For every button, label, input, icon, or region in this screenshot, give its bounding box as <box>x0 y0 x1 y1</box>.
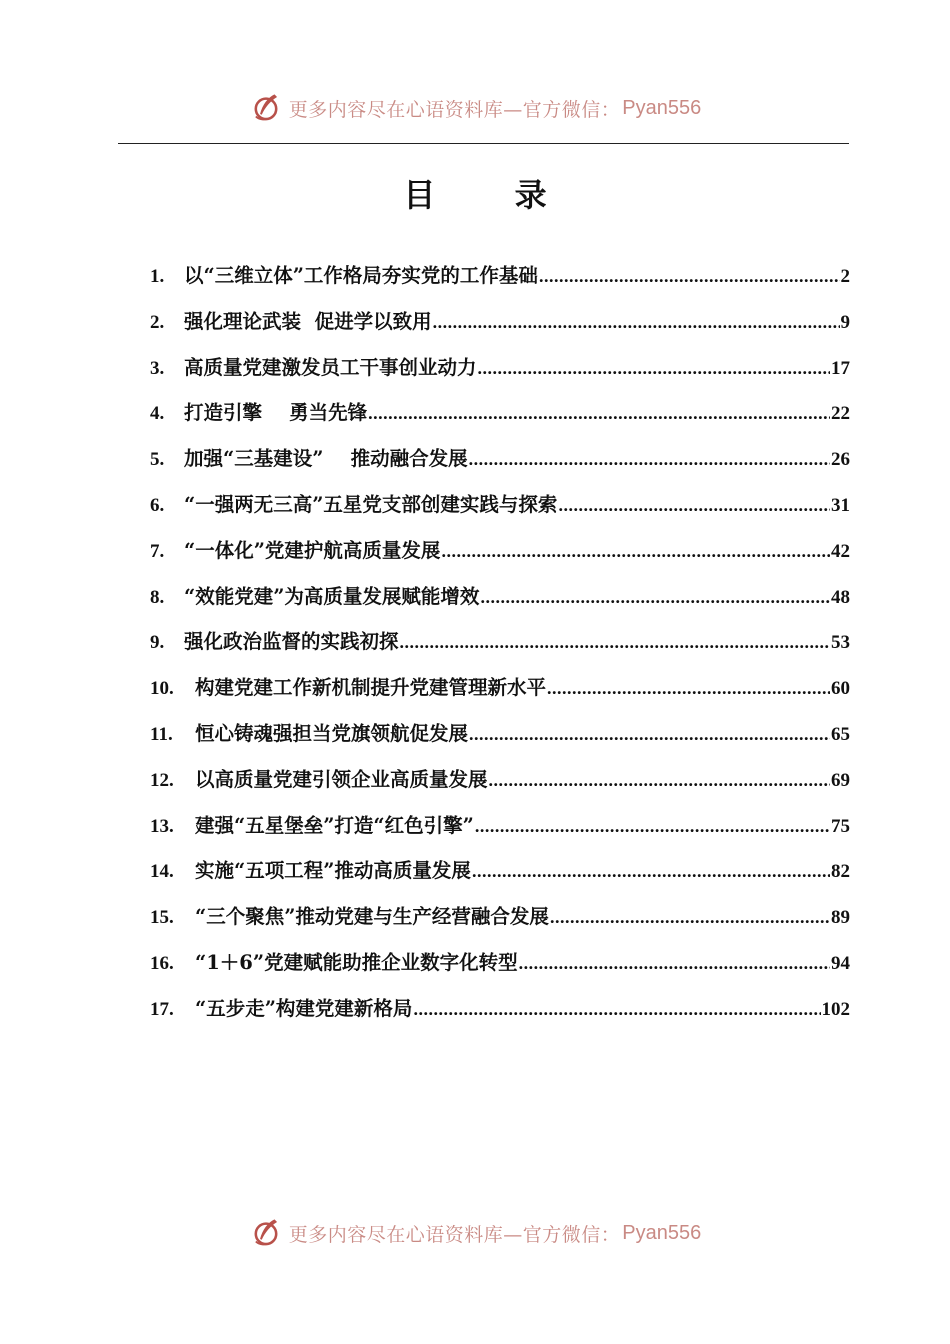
toc-entry-title: 以“三维立体”工作格局夯实党的工作基础 <box>184 264 538 287</box>
toc-entry-number: 6. <box>150 494 165 516</box>
toc-entry-page: 82 <box>831 861 850 883</box>
toc-entry-number: 5. <box>150 449 165 471</box>
toc-leader-dots <box>469 449 830 470</box>
toc-leader-dots <box>475 816 830 837</box>
toc-entry-number: 9. <box>150 632 165 654</box>
toc-entry-page: 31 <box>831 494 850 516</box>
toc-entry[interactable] <box>150 901 850 947</box>
toc-entry-title: 以高质量党建引领企业高质量发展 <box>195 767 488 791</box>
toc-entry-title: “效能党建”为高质量发展赋能增效 <box>184 584 480 608</box>
toc-entry-number: 4. <box>150 403 165 425</box>
toc-entry-title: “一体化”党建护航高质量发展 <box>184 538 441 562</box>
toc-leader-dots <box>368 403 830 424</box>
toc-entry-page: 9 <box>840 311 850 333</box>
toc-leader-dots <box>469 724 830 745</box>
toc-entry-number: 12. <box>150 769 174 791</box>
toc-leader-dots <box>400 632 830 653</box>
toc-leader-dots <box>489 770 830 791</box>
toc-entry-title: “三个聚焦”推动党建与生产经营融合发展 <box>195 905 549 929</box>
toc-entry-page: 17 <box>831 357 850 379</box>
watermark-text: 更多内容尽在心语资料库—官方微信： <box>288 98 621 121</box>
watermark-text: 更多内容尽在心语资料库—官方微信： <box>288 1223 621 1246</box>
toc-entry-number: 10. <box>150 678 174 700</box>
toc-entry-number: 7. <box>150 540 165 562</box>
quill-logo-icon <box>249 1216 283 1250</box>
toc-entry[interactable] <box>150 397 850 443</box>
toc-entry-page: 102 <box>821 998 850 1020</box>
toc-entry-page: 94 <box>831 952 850 974</box>
toc-entry[interactable] <box>150 581 850 627</box>
toc-entry-number: 17. <box>150 998 174 1020</box>
table-of-contents <box>150 260 850 1039</box>
toc-entry-number: 1. <box>150 266 165 287</box>
watermark-wechat-id: Pyan556 <box>622 96 702 119</box>
toc-entry-page: 65 <box>831 723 850 745</box>
toc-leader-dots <box>519 953 830 974</box>
toc-entry-page: 60 <box>831 678 850 700</box>
toc-entry-title: 建强“五星堡垒”打造“红色引擎” <box>195 813 474 837</box>
toc-entry-number: 14. <box>150 861 174 883</box>
toc-entry-page: 2 <box>840 266 850 287</box>
toc-entry-title: “五步走”构建党建新格局 <box>195 996 413 1020</box>
toc-entry-page: 75 <box>831 815 850 837</box>
header-watermark <box>0 88 950 128</box>
toc-entry-title: 恒心铸魂强担当党旗领航促发展 <box>195 721 469 745</box>
toc-entry-page: 89 <box>831 907 850 929</box>
toc-entry-title: 强化政治监督的实践初探 <box>184 630 399 654</box>
toc-entry-page: 26 <box>831 449 850 471</box>
toc-leader-dots <box>539 266 840 287</box>
toc-entry[interactable] <box>150 855 850 901</box>
footer-watermark <box>0 1213 950 1253</box>
toc-entry[interactable] <box>150 260 850 306</box>
toc-entry[interactable] <box>150 306 850 352</box>
toc-entry-page: 48 <box>831 586 850 608</box>
quill-logo-icon <box>249 91 283 125</box>
toc-entry[interactable] <box>150 718 850 764</box>
toc-entry-number: 3. <box>150 357 165 379</box>
toc-leader-dots <box>441 541 830 562</box>
toc-entry-title: “一强两无三高”五星党支部创建实践与探索 <box>184 492 558 516</box>
toc-entry-title: “1＋6”党建赋能助推企业数字化转型 <box>195 950 518 974</box>
header-divider <box>118 143 849 144</box>
toc-entry[interactable] <box>150 810 850 856</box>
toc-leader-dots <box>558 495 830 516</box>
toc-entry-number: 2. <box>150 311 165 333</box>
toc-leader-dots <box>433 312 840 333</box>
toc-entry-number: 16. <box>150 952 174 974</box>
toc-entry[interactable] <box>150 626 850 672</box>
toc-leader-dots <box>478 358 830 379</box>
toc-entry-title: 高质量党建激发员工干事创业动力 <box>184 355 477 379</box>
toc-entry-number: 11. <box>150 723 173 745</box>
toc-entry-number: 15. <box>150 907 174 929</box>
toc-entry-page: 69 <box>831 769 850 791</box>
toc-leader-dots <box>547 678 830 699</box>
toc-entry-number: 8. <box>150 586 165 608</box>
toc-entry[interactable] <box>150 993 850 1039</box>
toc-entry-page: 53 <box>831 632 850 654</box>
toc-entry[interactable] <box>150 352 850 398</box>
toc-entry-page: 22 <box>831 403 850 425</box>
toc-leader-dots <box>413 999 820 1020</box>
toc-leader-dots <box>550 907 830 928</box>
toc-entry[interactable] <box>150 672 850 718</box>
toc-leader-dots <box>472 861 830 882</box>
toc-entry-title: 强化理论武装 促进学以致用 <box>184 309 432 333</box>
toc-entry-page: 42 <box>831 540 850 562</box>
toc-entry[interactable] <box>150 535 850 581</box>
toc-entry[interactable] <box>150 443 850 489</box>
toc-entry-title: 打造引擎 勇当先锋 <box>184 401 368 425</box>
toc-entry-title: 加强“三基建设” 推动融合发展 <box>184 447 468 471</box>
watermark-wechat-id: Pyan556 <box>622 1221 702 1244</box>
toc-entry[interactable] <box>150 764 850 810</box>
page-title: 目 录 <box>403 176 581 214</box>
toc-entry[interactable] <box>150 489 850 535</box>
toc-leader-dots <box>480 587 830 608</box>
toc-entry-title: 实施“五项工程”推动高质量发展 <box>195 859 471 883</box>
toc-entry-title: 构建党建工作新机制提升党建管理新水平 <box>195 676 547 700</box>
toc-entry-number: 13. <box>150 815 174 837</box>
toc-entry[interactable] <box>150 947 850 993</box>
